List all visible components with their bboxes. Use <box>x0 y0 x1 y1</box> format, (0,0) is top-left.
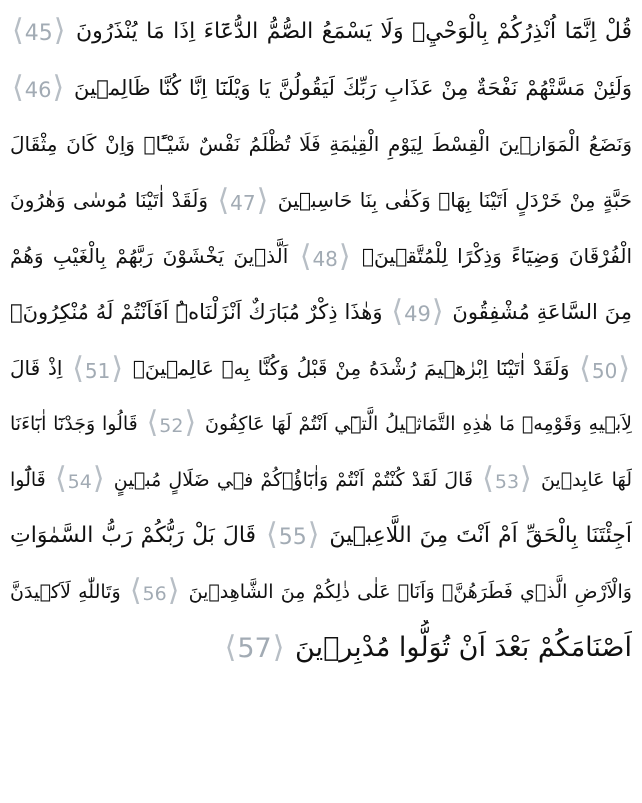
ayah-bracket-left-icon: ⟨ <box>72 350 84 386</box>
ayah-number: 56 <box>142 583 167 605</box>
ayah-bracket-left-icon: ⟨ <box>482 461 494 496</box>
verse-line <box>10 340 632 396</box>
verse-text: قَالَ لَقَدْ كُنْتُمْ اَنْتُمْ وَاٰبَٓاؤُ۬كُمْ ف۪ي ضَلَالٍ مُب۪ينٍ <box>113 469 473 491</box>
ayah-bracket-left-icon: ⟨ <box>266 516 278 552</box>
ayah-bracket-left-icon: ⟨ <box>146 405 159 440</box>
ayah-bracket-right-icon: ⟩ <box>111 350 124 386</box>
verse-text: قَالُٓوا <box>10 469 46 491</box>
ayah-bracket-left-icon: ⟨ <box>217 182 230 218</box>
verse-text: وَلَقَدْ اٰتَيْنَا مُوسٰى وَهٰرُونَ <box>10 188 208 212</box>
ayah-number: 53 <box>494 471 520 493</box>
ayah-bracket-right-icon: ⟩ <box>52 70 65 105</box>
ayah-bracket-left-icon: ⟨ <box>299 238 312 274</box>
ayah-number: 49 <box>404 302 431 326</box>
ayah-bracket-right-icon: ⟩ <box>184 405 197 440</box>
ayah-bracket-right-icon: ⟩ <box>307 516 320 552</box>
verse-text: لِاَب۪يهِ وَقَوْمِه۪ مَا هٰذِهِ التَّمَاث۪يلُ الَّت۪ٓي اَنْتُمْ لَهَا عَاكِفُونَ <box>205 413 632 435</box>
ayah-bracket-left-icon: ⟨ <box>224 630 237 665</box>
ayah-number-marker <box>12 68 64 110</box>
ayah-bracket-right-icon: ⟩ <box>272 630 285 665</box>
ayah-number-marker <box>72 349 123 391</box>
ayah-bracket-left-icon: ⟨ <box>391 294 404 329</box>
ayah-number-marker <box>12 11 65 54</box>
ayah-bracket-left-icon: ⟨ <box>579 350 591 386</box>
verse-line <box>10 396 632 452</box>
ayah-number: 50 <box>591 358 618 383</box>
ayah-bracket-right-icon: ⟩ <box>167 573 180 608</box>
verse-line <box>10 4 632 60</box>
ayah-number-marker <box>130 571 180 614</box>
ayah-bracket-right-icon: ⟩ <box>520 461 532 496</box>
ayah-number-marker <box>579 349 630 391</box>
ayah-bracket-right-icon: ⟩ <box>92 461 105 496</box>
verse-text: قَالَ بَلْ رَبُّكُمْ رَبُّ السَّمٰوَاتِ <box>10 523 257 548</box>
ayah-number: 45 <box>24 20 53 46</box>
ayah-number-marker <box>225 628 285 669</box>
ayah-bracket-left-icon: ⟨ <box>12 70 24 105</box>
verse-line <box>10 508 632 564</box>
verse-line <box>10 172 632 228</box>
ayah-bracket-right-icon: ⟩ <box>618 350 631 386</box>
verse-text: وَلَئِنْ مَسَّتْهُمْ نَفْحَةٌ مِنْ عَذَابِ رَبِّكَ لَيَقُولُنَّ يَا وَيْلَنَٓا اِنَّا كُنَّا ظَالِم۪ينَ <box>73 76 632 100</box>
verse-line <box>10 620 632 676</box>
verse-text: وَتَاللّٰهِ لَاَك۪يدَنَّ <box>10 581 121 603</box>
verse-text: اَلَّذ۪ينَ يَخْشَوْنَ رَبَّهُمْ بِالْغَيْبِ وَهُمْ <box>10 244 289 268</box>
ayah-bracket-right-icon: ⟩ <box>53 12 66 48</box>
ayah-number: 48 <box>312 246 338 271</box>
verse-text: مِنَ السَّاعَةِ مُشْفِقُونَ <box>452 300 632 324</box>
verse-text: اَجِئْتَنَا بِالْحَقِّ اَمْ اَنْتَ مِنَ اللَّاعِب۪ينَ <box>329 523 632 548</box>
ayah-bracket-left-icon: ⟨ <box>54 461 67 496</box>
verse-line <box>10 564 632 620</box>
verse-line <box>10 284 632 340</box>
verse-text: قُلْ اِنَّمَٓا اُنْذِرُكُمْ بِالْوَحْيِۘ وَلَا يَسْمَعُ الصُّمُّ الدُّعَٓاءَ اِذَا مَا يُنْذَرُونَ <box>75 19 632 44</box>
ayah-number: 51 <box>84 358 111 383</box>
ayah-number: 55 <box>278 524 307 550</box>
ayah-bracket-left-icon: ⟨ <box>12 12 24 48</box>
verse-text: الْفُرْقَانَ وَضِيَٓاءً وَذِكْرًا لِلْمُتَّق۪ينَۙ <box>362 244 632 268</box>
ayah-number-marker <box>147 403 197 446</box>
ayah-number-marker <box>482 459 532 502</box>
ayah-bracket-right-icon: ⟩ <box>256 182 269 218</box>
verse-line <box>10 116 632 172</box>
ayah-number: 54 <box>67 471 92 493</box>
verse-text: وَنَضَعُ الْمَوَاز۪ينَ الْقِسْطَ لِيَوْمِ الْقِيٰمَةِ فَلَا تُظْلَمُ نَفْسٌ شَيْـًٔاۜ وَاِنْ كَانَ مِثْقَالَ <box>10 132 632 156</box>
ayah-number: 46 <box>24 78 52 102</box>
verse-text: اَصْنَامَكُمْ بَعْدَ اَنْ تُوَلُّوا مُدْبِر۪ينَ <box>295 632 632 663</box>
ayah-bracket-right-icon: ⟩ <box>431 294 444 329</box>
verse-text: قَالُوا وَجَدْنَٓا اٰبَٓاءَنَا <box>10 413 138 435</box>
ayah-number: 52 <box>159 415 184 437</box>
ayah-number-marker <box>391 292 443 334</box>
ayah-number: 47 <box>230 190 256 215</box>
verse-text: وَالْاَرْضِ الَّذ۪ي فَطَرَهُنَّۘ وَاَنَا۬ عَلٰى ذٰلِكُمْ مِنَ الشَّاهِد۪ينَ <box>188 581 632 603</box>
ayah-bracket-left-icon: ⟨ <box>129 573 142 608</box>
verse-text: وَهٰذَا ذِكْرٌ مُبَارَكٌ اَنْزَلْنَاهُۜ اَفَاَنْتُمْ لَهُ مُنْكِرُونَ۟ <box>10 300 383 324</box>
verse-line <box>10 452 632 508</box>
ayah-number-marker <box>217 181 268 223</box>
ayah-number-marker <box>55 459 105 502</box>
verse-text: لَهَا عَابِد۪ينَ <box>540 469 632 491</box>
ayah-bracket-right-icon: ⟩ <box>338 238 351 274</box>
verse-text: اِذْ قَالَ <box>10 356 63 380</box>
verse-text: وَلَقَدْ اٰتَيْنَٓا اِبْرٰه۪يمَ رُشْدَهُ مِنْ قَبْلُ وَكُنَّا بِه۪ عَالِم۪ينَۚ <box>132 356 570 380</box>
verse-line <box>10 60 632 116</box>
verse-text: حَبَّةٍ مِنْ خَرْدَلٍ اَتَيْنَا بِهَاۜ وَكَفٰى بِنَا حَاسِب۪ينَ <box>277 188 632 212</box>
ayah-number-marker <box>266 515 319 558</box>
ayah-number-marker <box>300 237 351 279</box>
ayah-number: 57 <box>237 633 272 664</box>
verse-line <box>10 228 632 284</box>
